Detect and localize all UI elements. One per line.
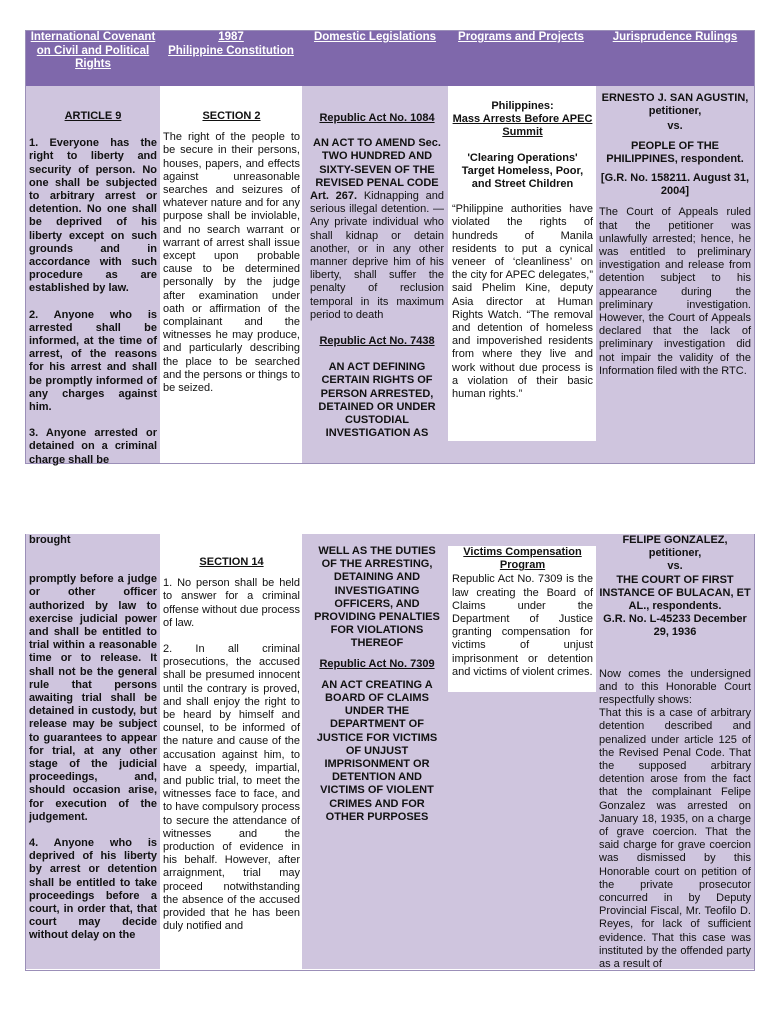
case-respondent: PEOPLE OF THE PHILIPPINES, respondent. <box>606 139 744 165</box>
article-267-text <box>310 190 444 322</box>
ra-7438-title: Republic Act No. 7438 <box>319 335 435 348</box>
iccpr-paragraph-4: 4. Anyone who is deprived of his liberty by arrest or detention shall be entitled to take proceedings before a court, in order that, that court may decide without delay on the <box>29 837 157 942</box>
header-constitution-year: 1987 <box>218 31 244 43</box>
header-constitution <box>160 31 302 58</box>
programs-title-1: Philippines: <box>491 100 554 112</box>
case-ruling: The Court of Appeals ruled that the petitioner was unlawfully arrested; hence, he was entitled to preliminary investigation and release from detention subject to his appearance during the preliminary investigation. However, the Court of Appeals declared that the lack of preliminary investigation did not impair the validity of the Information filed with the RTC. <box>599 206 751 377</box>
constitution-column-continued <box>160 534 302 969</box>
case-2-intro: Now comes the undersigned and to this Honorable Court respectfully shows: <box>599 667 751 707</box>
iccpr-column-continued <box>26 534 160 969</box>
header-programs: Programs and Projects <box>458 31 584 43</box>
ra-1084-title: Republic Act No. 1084 <box>319 112 435 124</box>
ra-7309-heading: AN ACT CREATING A BOARD OF CLAIMS UNDER THE DEPARTMENT OF JUSTICE FOR VICTIMS OF UNJUST IMPRISONMENT OR DETENTION AND VICTIMS OF VIOLENT CRIMES AND FOR OTHER PURPOSES <box>316 678 438 823</box>
section-2-title: SECTION 2 <box>202 110 261 122</box>
header-jurisprudence: Jurisprudence Rulings <box>612 31 738 43</box>
table-header-row <box>26 31 754 86</box>
case-vs: vs. <box>667 120 683 133</box>
header-constitution-title: Philippine Constitution <box>168 44 294 57</box>
iccpr-paragraph-1: 1. Everyone has the right to liberty and security of person. No one shall be subjected to arbitrary arrest or detention. No one shall be deprived of his liberty except on such grounds and in accordance with such procedure as are established by law. <box>29 137 157 295</box>
section-2-body: The right of the people to be secure in their persons, houses, papers, and effects against unreasonable searches and seizures of whatever nature and for any purpose shall be inviolable, and no search warrant or warrant of arrest shall issue except upon probable cause to be determined personally by the judge after examination under oath or affirmation of the complainant and the witnesses he may produce, and particularly describing the place to be searched and the persons or things to be seized. <box>163 131 300 395</box>
domestic-column-continued <box>302 534 448 969</box>
victims-compensation-body: Republic Act No. 7309 is the law creating the Board of Claims under the Department of Justice granting compensation for victims of unjust imprisonment or detention and victims of violent crimes. <box>452 573 593 678</box>
case-2-body: That this is a case of arbitrary detention described and penalized under article 125 of the Revised Penal Code. That the supposed arbitrary detention arose from the fact that the complainant Felipe Gonzalez was arrested on January 18, 1935, on a charge of grave coercion. That the said charge for grave coercion was dismissed by this Honorable court on petition of the private prosecutor concurred in by Deputy Provincial Fiscal, Mr. Teofilo D. Reyes, for lack of sufficient evidence. That this case was instituted by the offended party as a result of <box>599 707 751 971</box>
article-267-label: Art. 267. <box>310 190 358 203</box>
iccpr-paragraph-3-cont: promptly before a judge or other officer authorized by law to exercise judicial power and shall be entitled to trial within a reasonable time or to release. It shall not be the general rule that persons awaiting trial shall be detained in custody, but release may be subject to guarantees to appear for trial, at any other stage of the judicial proceedings, and, should occasion arise, for execution of the judgement. <box>29 573 157 823</box>
comparison-table-page-1 <box>25 30 755 464</box>
section-14-paragraph-1: 1. No person shall be held to answer for a criminal offense without due process of law. <box>163 577 300 629</box>
domestic-column <box>302 86 448 463</box>
victims-compensation-title: Victims Compensation Program <box>463 546 582 572</box>
programs-title-2: Mass Arrests Before APEC Summit <box>452 113 593 139</box>
iccpr-paragraph-2: 2. Anyone who is arrested shall be informed, at the time of arrest, of the reasons for his arrest and shall be promptly informed of any charges against him. <box>29 308 157 414</box>
section-14-paragraph-2: 2. In all criminal prosecutions, the accused shall be presumed innocent until the contrary is proved, and shall enjoy the right to be heard by himself and counsel, to be informed of the nature and cause of the accusation against him, to have a speedy, impartial, and public trial, to meet the witnesses face to face, and to have compulsory process to secure the attendance of witnesses and the production of evidence in his behalf. However, after arraignment, trial may proceed notwithstanding the absence of the accused provided that he has been duly notified and <box>163 643 300 933</box>
comparison-table-page-2 <box>25 534 755 971</box>
header-domestic: Domestic Legislations <box>313 31 437 43</box>
ra-7438-heading-cont: WELL AS THE DUTIES OF THE ARRESTING, DETAINING AND INVESTIGATING OFFICERS, AND PROVIDING PENALTIES FOR VIOLATIONS THEREOF <box>314 545 440 650</box>
case-2-vs: vs. <box>667 560 683 573</box>
programs-white-panel <box>448 86 596 441</box>
jurisprudence-column <box>596 86 754 463</box>
article-9-title: ARTICLE 9 <box>64 110 122 122</box>
hrw-quote: “Philippine authorities have violated the rights of hundreds of Manila residents to put a cynical veneer of ‘cleanliness’ on the city for APEC delegates,” said Phelim Kine, deputy Asia director at Human Rights Watch. “The removal and detention of homeless and impoverished residents from where they live and work without due process is a violation of their basic human rights.” <box>452 203 593 401</box>
section-14-title: SECTION 14 <box>199 556 264 568</box>
programs-column <box>448 86 596 463</box>
programs-subtitle: 'Clearing Operations' Target Homeless, Poor, and Street Children <box>461 151 584 191</box>
case-petitioner: ERNESTO J. SAN AGUSTIN, petitioner, <box>601 92 749 118</box>
case-2-respondent: THE COURT OF FIRST INSTANCE OF BULACAN, ET AL., respondents. <box>599 573 751 613</box>
case-2-petitioner: FELIPE GONZALEZ, petitioner, <box>622 534 728 560</box>
programs-column-continued <box>448 534 596 969</box>
iccpr-continuation-word: brought <box>29 534 71 546</box>
ra-1084-heading: AN ACT TO AMEND Sec. TWO HUNDRED AND SIXTY-SEVEN OF THE REVISED PENAL CODE <box>313 137 441 189</box>
programs-white-panel-2 <box>448 546 596 692</box>
iccpr-column <box>26 86 160 466</box>
jurisprudence-column-continued <box>596 534 754 969</box>
iccpr-paragraph-3-start: 3. Anyone arrested or detained on a criminal charge shall be <box>29 427 157 466</box>
article-267-body: Kidnapping and serious illegal detention. — Any private individual who shall kidnap or detain another, or in any other manner deprive him of his liberty, shall suffer the penalty of reclusion temporal in its maximum period to death <box>310 190 444 321</box>
ra-7438-heading: AN ACT DEFINING CERTAIN RIGHTS OF PERSON ARRESTED, DETAINED OR UNDER CUSTODIAL INVESTIGATION AS <box>318 361 436 440</box>
case-gr-number: [G.R. No. 158211. August 31, 2004] <box>600 172 750 198</box>
constitution-column <box>160 86 302 463</box>
header-iccpr: International Covenant on Civil and Political Rights <box>30 31 156 70</box>
case-2-gr-number: G.R. No. L-45233 December 29, 1936 <box>603 613 747 639</box>
ra-7309-title: Republic Act No. 7309 <box>319 657 435 670</box>
